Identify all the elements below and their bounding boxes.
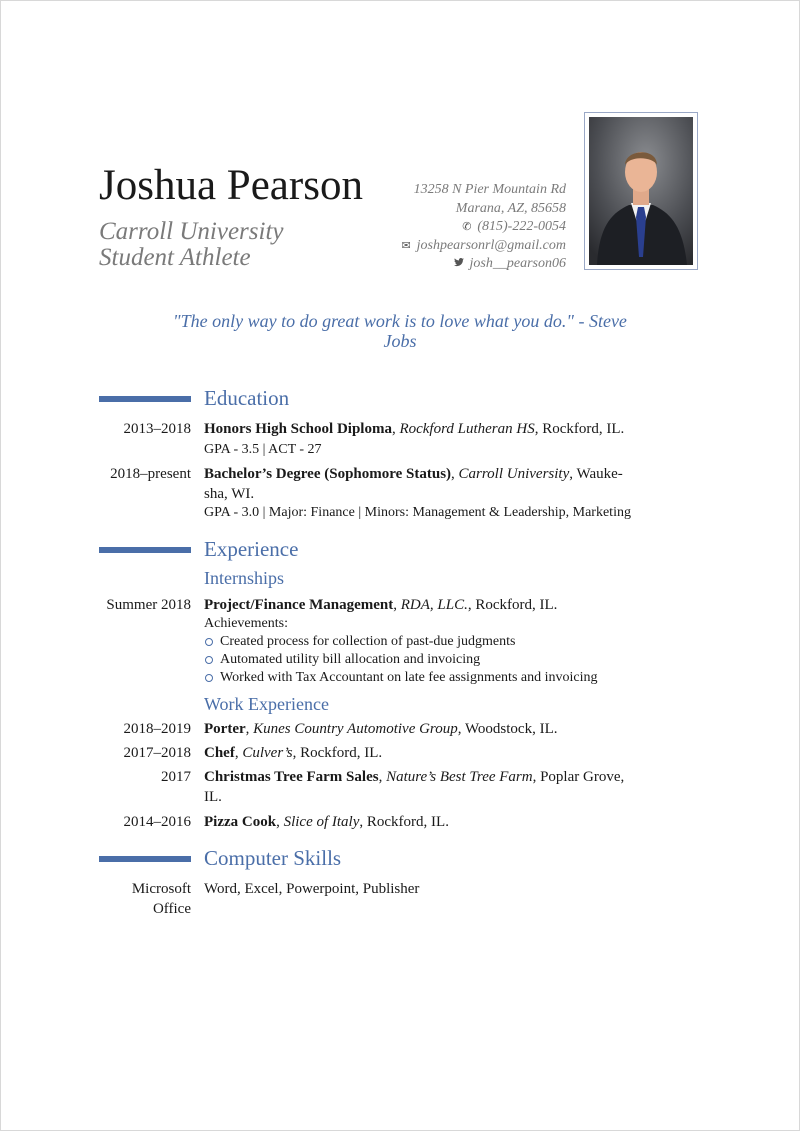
list-item-text: Automated utility bill allocation and invoicing: [220, 652, 481, 667]
profile-photo: [584, 112, 698, 270]
address-line-1: 13258 N Pier Mountain Rd: [413, 182, 566, 197]
work-entry-4: Pizza Cook, Slice of Italy, Rockford, IL.: [204, 814, 449, 830]
email-row[interactable]: [399, 237, 566, 256]
list-item: [204, 651, 598, 669]
phone-icon: ✆: [462, 221, 472, 233]
skills-label: [81, 879, 191, 919]
skills-label-line-2: Office: [152, 901, 191, 917]
education-entry-2: Bachelor’s Degree (Sophomore Status), Carroll University, Wauke- sha, WI.: [204, 466, 623, 502]
candidate-name: Joshua Pearson: [99, 162, 363, 209]
entry-location-cont: IL.: [204, 789, 222, 805]
list-item: [204, 633, 598, 651]
entry-location-cont: sha, WI.: [204, 486, 255, 502]
entry-org: Culver’s: [242, 745, 293, 761]
entry-org: Carroll University: [458, 466, 570, 482]
entry-org: Slice of Italy: [283, 814, 360, 830]
education-date-1: 2013–2018: [123, 421, 191, 437]
education-entry-1: Honors High School Diploma, Rockford Lutheran HS, Rockford, IL.: [204, 421, 625, 437]
internship-entry: Project/Finance Management, RDA, LLC., Rockford, IL.: [204, 597, 558, 613]
section-title-skills: Computer Skills: [204, 846, 342, 870]
entry-location: Rockford, IL.: [475, 597, 558, 613]
quote: "The only way to do great work is to love what you do." - Steve Jobs: [173, 311, 627, 351]
section-title-education: Education: [204, 386, 290, 410]
skills-bar: [99, 856, 191, 862]
envelope-icon: ✉: [401, 239, 411, 252]
twitter-icon: [452, 255, 466, 274]
entry-title: Project/Finance Management: [204, 597, 394, 613]
work-date-3: 2017: [161, 769, 191, 785]
work-date-4: 2014–2016: [123, 814, 191, 830]
candidate-subtitle: [99, 219, 284, 271]
subtitle-line-2: Student Athlete: [99, 244, 251, 271]
phone-row: [399, 218, 566, 237]
entry-location: Rockford, IL.: [300, 745, 383, 761]
entry-location: Poplar Grove,: [540, 769, 625, 785]
entry-title: Chef: [204, 745, 235, 761]
email-address[interactable]: joshpearsonrl@gmail.com: [416, 237, 566, 253]
bullet-circle-icon: [205, 656, 213, 664]
address-line-2: Marana, AZ, 85658: [455, 200, 566, 216]
work-entry-3: Christmas Tree Farm Sales, Nature’s Best Tree Farm, Poplar Grove, IL.: [204, 769, 625, 805]
subtitle-line-1: Carroll University: [99, 218, 284, 245]
phone-number: (815)-222-0054: [477, 219, 566, 234]
entry-location: Wauke-: [576, 466, 623, 482]
experience-bar: [99, 547, 191, 553]
work-entry-1: Porter, Kunes Country Automotive Group, Woodstock, IL.: [204, 721, 558, 737]
entry-title: Bachelor’s Degree (Sophomore Status): [204, 466, 452, 482]
twitter-handle[interactable]: josh__pearson06: [469, 256, 566, 271]
list-item: [204, 669, 598, 687]
entry-org: Kunes Country Automotive Group: [253, 721, 458, 737]
skills-label-line-1: Microsoft: [131, 881, 191, 897]
achievements-list: [204, 633, 598, 687]
entry-location: Woodstock, IL.: [464, 721, 558, 737]
entry-title: Porter: [204, 721, 246, 737]
profile-photo-image: [589, 117, 693, 265]
subsection-title-work: Work Experience: [204, 694, 329, 714]
twitter-row[interactable]: [399, 255, 566, 274]
bullet-circle-icon: [205, 638, 213, 646]
education-bar: [99, 396, 191, 402]
bullet-circle-icon: [205, 674, 213, 682]
list-item-text: Created process for collection of past-due judgments: [220, 634, 516, 649]
entry-title: Honors High School Diploma: [204, 421, 392, 437]
section-title-experience: Experience: [204, 537, 299, 561]
entry-location: Rockford, IL.: [542, 421, 625, 437]
internship-date: Summer 2018: [106, 597, 191, 613]
entry-location: Rockford, IL.: [366, 814, 449, 830]
entry-title: Christmas Tree Farm Sales: [204, 769, 379, 785]
entry-org: RDA, LLC.: [400, 597, 468, 613]
subsection-title-internships: Internships: [204, 568, 284, 588]
list-item-text: Worked with Tax Accountant on late fee assignments and invoicing: [220, 670, 598, 685]
entry-title: Pizza Cook: [204, 814, 277, 830]
achievements-label: Achievements:: [204, 616, 288, 631]
education-detail-1: GPA - 3.5 | ACT - 27: [204, 442, 322, 457]
education-detail-2: GPA - 3.0 | Major: Finance | Minors: Management & Leadership, Marketing: [204, 505, 631, 520]
contact-block: [399, 181, 566, 274]
entry-org: Rockford Lutheran HS: [399, 421, 535, 437]
skills-value: Word, Excel, Powerpoint, Publisher: [204, 881, 420, 897]
work-date-2: 2017–2018: [123, 745, 191, 761]
education-date-2: 2018–present: [110, 466, 191, 482]
work-date-1: 2018–2019: [123, 721, 191, 737]
entry-org: Nature’s Best Tree Farm: [386, 769, 533, 785]
work-entry-2: Chef, Culver’s, Rockford, IL.: [204, 745, 383, 761]
